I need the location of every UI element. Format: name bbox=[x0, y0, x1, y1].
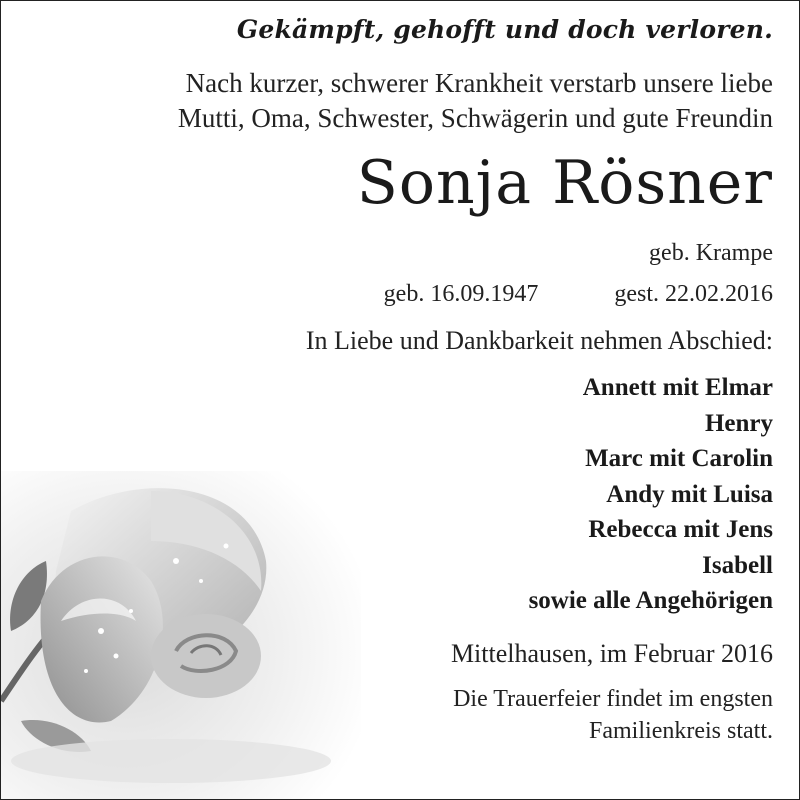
mourner-item: Annett mit Elmar bbox=[582, 374, 773, 401]
intro-line: Nach kurzer, schwerer Krankheit verstarb unsere liebe bbox=[185, 68, 773, 98]
maiden-name: geb. Krampe bbox=[649, 240, 773, 266]
death-date: gest. 22.02.2016 bbox=[614, 281, 773, 307]
mourner-item: Andy mit Luisa bbox=[606, 480, 773, 508]
farewell-line: In Liebe und Dankbarkeit nehmen Abschied: bbox=[305, 326, 773, 355]
obituary-text bbox=[33, 1, 773, 747]
mourner-item: sowie alle Angehörigen bbox=[528, 587, 773, 614]
motto-line: Gekämpft, gehofft und doch verloren. bbox=[236, 15, 773, 44]
mourner-item: Rebecca mit Jens bbox=[588, 516, 773, 543]
mourner-item: Isabell bbox=[702, 551, 773, 579]
mourner-item: Marc mit Carolin bbox=[585, 445, 773, 472]
service-note bbox=[33, 683, 773, 747]
place-date: Mittelhausen, im Februar 2016 bbox=[450, 638, 773, 668]
mourner-item: Henry bbox=[704, 409, 773, 437]
intro-line: Mutti, Oma, Schwester, Schwägerin und gute Freundin bbox=[177, 103, 773, 133]
life-dates bbox=[33, 281, 773, 308]
service-line: Die Trauerfeier findet im engsten bbox=[453, 685, 773, 712]
deceased-name: Sonja Rösner bbox=[356, 148, 773, 218]
mourners-list bbox=[33, 370, 773, 619]
birth-date: geb. 16.09.1947 bbox=[383, 281, 539, 307]
intro-text bbox=[33, 66, 773, 136]
service-line: Familienkreis statt. bbox=[589, 717, 773, 744]
